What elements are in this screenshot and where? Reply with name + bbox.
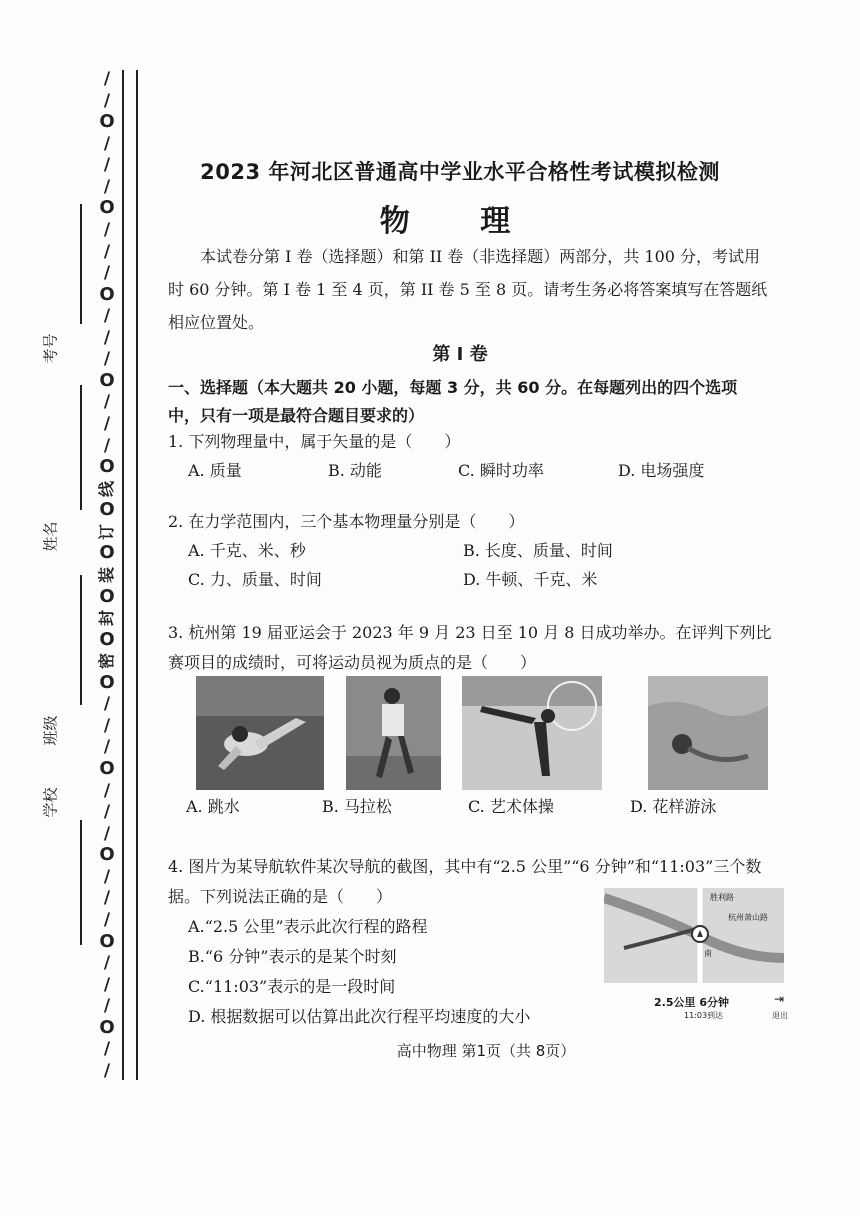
question-stem: 2. 在力学范围内，三个基本物理量分别是（ ） xyxy=(168,512,525,531)
option-c[interactable]: C. 艺术体操 xyxy=(468,797,554,816)
option-a[interactable]: A. 质量 xyxy=(188,461,242,480)
question-stem: 4. 图片为某导航软件某次导航的截图，其中有“2.5 公里”“6 分钟”和“11:03”三个数据。下列说法正确的是（ ） xyxy=(168,857,762,906)
option-d[interactable]: D. 花样游泳 xyxy=(630,797,717,816)
option-c[interactable]: C. 力、质量、时间 xyxy=(188,570,322,589)
school-field[interactable] xyxy=(80,820,82,945)
class-label: 班级 xyxy=(41,715,60,746)
volume-title: 第 I 卷 xyxy=(432,344,488,365)
option-b[interactable]: B. 动能 xyxy=(328,461,382,480)
option-b[interactable]: B. 长度、质量、时间 xyxy=(463,541,613,560)
option-b[interactable]: B.“6 分钟”表示的是某个时刻 xyxy=(188,947,397,966)
exam-title: 2023 年河北区普通高中学业水平合格性考试模拟检测 xyxy=(200,160,720,184)
exam-instructions: 本试卷分第 I 卷（选择题）和第 II 卷（非选择题）两部分，共 100 分，考试用时 60 分钟。第 I 卷 1 至 4 页，第 II 卷 5 至 8 页。请考生务必将答案填写在答题纸相应位置处。 xyxy=(168,247,768,332)
option-c[interactable]: C.“11:03”表示的是一段时间 xyxy=(188,977,396,996)
option-row xyxy=(188,456,778,486)
diving-photo xyxy=(196,676,324,790)
option-a[interactable]: A. 跳水 xyxy=(186,797,240,816)
nav-exit-label[interactable]: 退出 xyxy=(772,1011,788,1020)
question-1 xyxy=(168,428,778,486)
gymnastics-photo xyxy=(462,676,602,790)
name-label: 姓名 xyxy=(41,521,60,552)
sport-photo-labels xyxy=(186,794,776,824)
map-road-label: 杭州萧山路 xyxy=(728,913,768,922)
navigation-summary xyxy=(604,990,794,1030)
map-road-label: 南 xyxy=(704,949,712,958)
question-2 xyxy=(168,508,778,594)
question-stem: 3. 杭州第 19 届亚运会于 2023 年 9 月 23 日至 10 月 8 日成功举办。在评判下列比赛项目的成绩时，可将运动员视为质点的是（ ） xyxy=(168,623,772,672)
binding-line xyxy=(122,70,124,1080)
binding-margin xyxy=(78,70,152,1080)
option-a[interactable]: A.“2.5 公里”表示此次行程的路程 xyxy=(188,917,428,936)
option-d[interactable]: D. 牛顿、千克、米 xyxy=(463,570,598,589)
option-d[interactable]: D. 根据数据可以估算出此次行程平均速度的大小 xyxy=(188,1007,531,1026)
question-3 xyxy=(168,618,778,678)
binding-mark: 装 xyxy=(96,566,116,583)
sport-photos xyxy=(196,676,776,791)
option-list xyxy=(188,912,608,1032)
option-d[interactable]: D. 电场强度 xyxy=(618,461,705,480)
binding-mark: 封 xyxy=(96,610,116,627)
map-road-label: 胜利路 xyxy=(710,893,734,902)
binding-line xyxy=(136,70,138,1080)
name-field[interactable] xyxy=(80,385,82,510)
binding-mark: 线 xyxy=(96,480,116,497)
nav-arrival-time: 11:03到达 xyxy=(684,1011,724,1020)
class-field[interactable] xyxy=(80,575,82,705)
marathon-photo xyxy=(346,676,441,790)
question-stem: 1. 下列物理量中，属于矢量的是（ ） xyxy=(168,432,461,451)
binding-mark: 订 xyxy=(96,523,116,540)
option-a[interactable]: A. 千克、米、秒 xyxy=(188,541,306,560)
navigation-map xyxy=(604,888,784,983)
option-c[interactable]: C. 瞬时功率 xyxy=(458,461,544,480)
school-label: 学校 xyxy=(41,787,60,818)
option-b[interactable]: B. 马拉松 xyxy=(322,797,392,816)
binding-mark: 密 xyxy=(96,653,116,670)
student-info-column xyxy=(30,180,70,950)
nav-distance-time: 2.5公里 6分钟 xyxy=(654,996,729,1009)
section-heading: 一、选择题（本大题共 20 小题，每题 3 分，共 60 分。在每题列出的四个选项中，只有一项是最符合题目要求的） xyxy=(168,378,738,425)
swimming-photo xyxy=(648,676,768,790)
binding-track: / / O / / / O / / / O / / / O / / / O 线 O 订 O 装 O 封 O 密 O / / / O / / / O / / / O / / / O / / xyxy=(96,69,116,1081)
exam-no-label: 考号 xyxy=(41,333,60,364)
exit-icon[interactable]: ⇥ xyxy=(774,992,785,1006)
exam-no-field[interactable] xyxy=(80,204,82,324)
option-grid xyxy=(188,536,778,594)
page-footer: 高中物理 第1页（共 8页） xyxy=(396,1042,576,1060)
subject-title: 物 理 xyxy=(379,204,541,239)
